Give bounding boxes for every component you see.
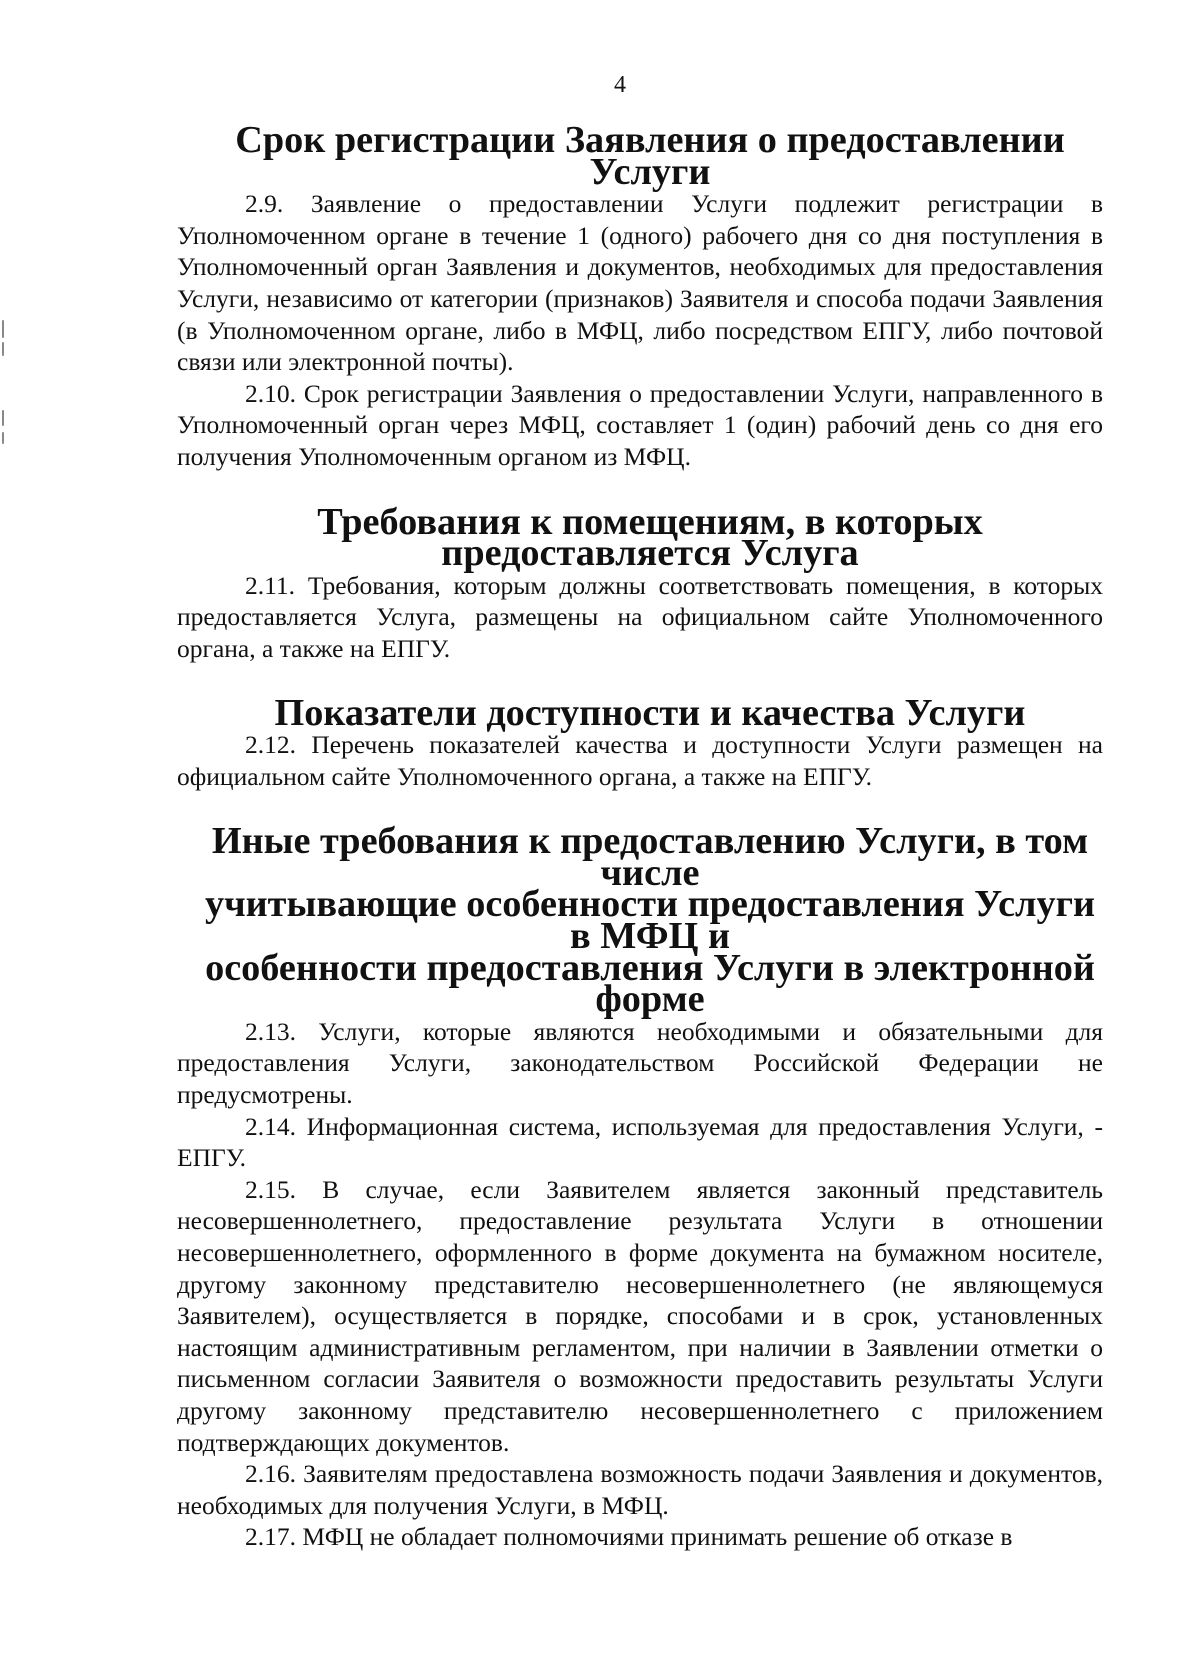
paragraph-2-11: 2.11. Требования, которым должны соответствовать помещения, в которых предоставляется Услуга, размещены на официальном сайте Уполномоченного органа, а также на ЕПГУ. (177, 570, 1103, 663)
heading-line: особенности предоставления Услуги в электронной форме (205, 946, 1095, 1021)
paragraph-2-15: 2.15. В случае, если Заявителем является законный представитель несовершеннолетнего, предоставление результата Услуги в отношении несовершеннолетнего, оформленного в форме документа на бумажном носителе, другому законному представителю несовершеннолетнего (не являющемуся Заявителем), осуществляется в порядке, способами и в срок, установленных настоящим административным регламентом, при наличии в Заявлении отметки о письменном согласии Заявителя о возможности предоставить результаты Услуги другому законному представителю несовершеннолетнего с приложением подтверждающих документов. (177, 1174, 1103, 1457)
section-heading-premises-requirements: Требования к помещениям, в которых предоставляется Услуга (317, 500, 983, 575)
paragraph-2-16: 2.16. Заявителям предоставлена возможность подачи Заявления и документов, необходимых для получения Услуги, в МФЦ. (177, 1459, 1103, 1520)
paragraph-2-10: 2.10. Срок регистрации Заявления о предоставлении Услуги, направленного в Уполномоченный орган через МФЦ, составляет 1 (один) рабочий день со дня его получения Уполномоченным органом из МФЦ. (177, 378, 1103, 471)
section-heading-quality-indicators: Показатели доступности и качества Услуги (274, 691, 1026, 734)
section-heading-registration-term: Срок регистрации Заявления о предоставлении Услуги (235, 119, 1065, 193)
scan-margin-marks (0, 320, 10, 470)
section-heading-other-requirements (177, 820, 1103, 1021)
page-number: 4 (614, 72, 626, 98)
paragraph-2-12: 2.12. Перечень показателей качества и доступности Услуги размещен на официальном сайте Уполномоченного органа, а также на ЕПГУ. (177, 730, 1103, 791)
heading-line: Иные требования к предоставлению Услуги, в том числе (211, 820, 1089, 894)
paragraph-2-13: 2.13. Услуги, которые являются необходимыми и обязательными для предоставления Услуги, законодательством Российской Федерации не предусмотрены. (177, 1016, 1103, 1110)
paragraph-2-14: 2.14. Информационная система, используемая для предоставления Услуги, - ЕПГУ. (177, 1111, 1103, 1173)
paragraph-2-9: 2.9. Заявление о предоставлении Услуги подлежит регистрации в Уполномоченном органе в течение 1 (одного) рабочего дня со дня поступления в Уполномоченный орган Заявления и документов, необходимых для предоставления Услуги, независимо от категории (признаков) Заявителя и способа подачи Заявления (в Уполномоченном органе, либо в МФЦ, либо посредством ЕПГУ, либо почтовой связи или электронной почты). (177, 189, 1103, 377)
document-body (177, 119, 1103, 1553)
paragraph-2-17: 2.17. МФЦ не обладает полномочиями принимать решение об отказе в (245, 1522, 1013, 1552)
heading-line: учитывающие особенности предоставления Услуги в МФЦ и (204, 883, 1096, 958)
